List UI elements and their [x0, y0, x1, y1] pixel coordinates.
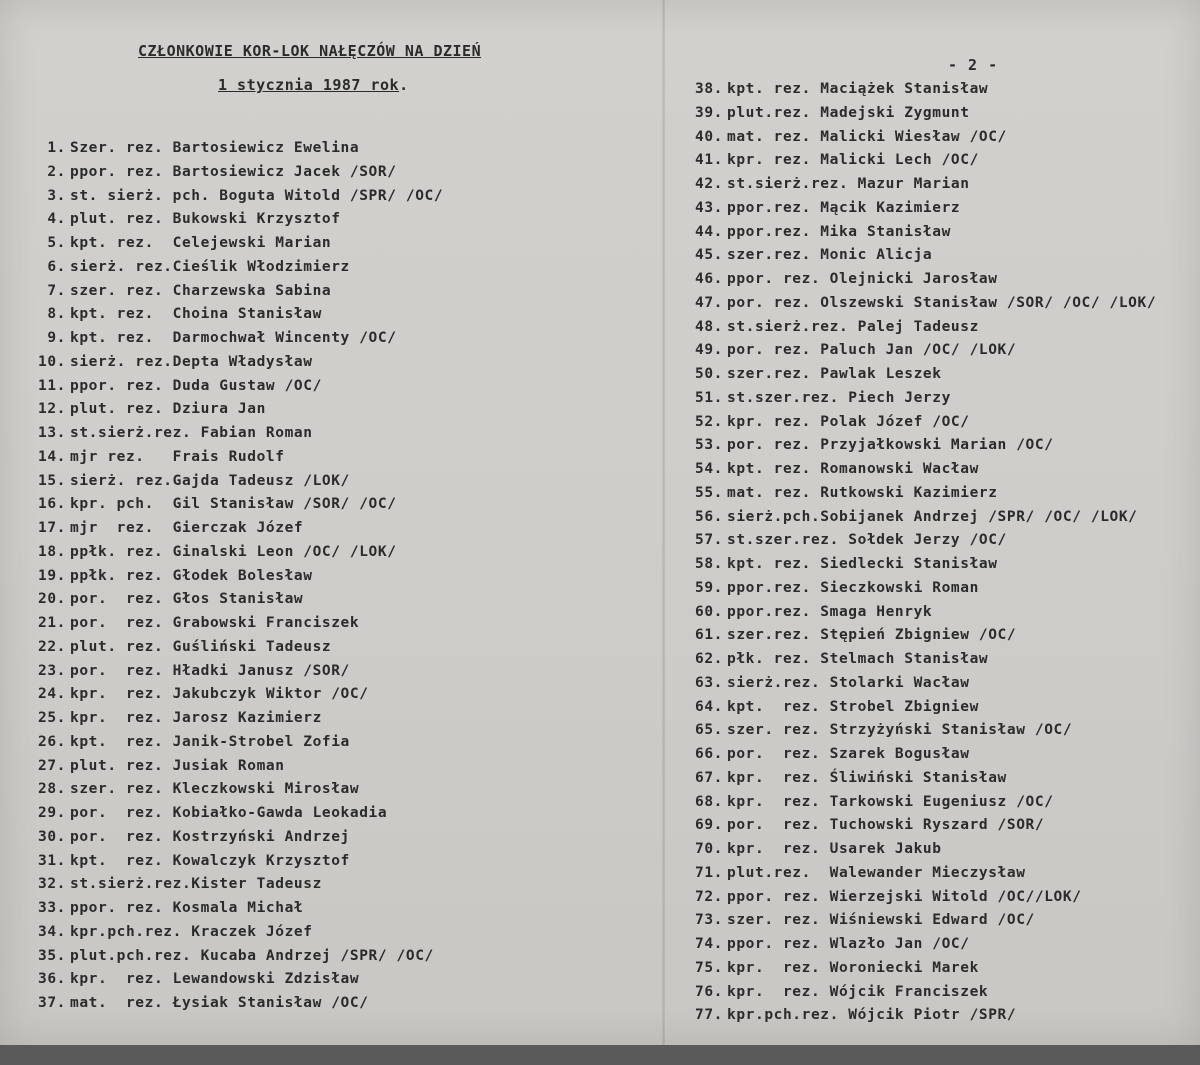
member-number: 9. [47, 330, 66, 346]
member-number: 32. [38, 876, 66, 893]
member-text: por. rez. Tuchowski Ryszard /SOR/ [727, 817, 1045, 834]
member-number: 61. [695, 627, 723, 644]
member-text: kpr. rez. Tarkowski Eugeniusz /OC/ [727, 793, 1054, 810]
member-text: kpt. rez. Janik-Strobel Zofia [70, 733, 350, 750]
member-number: 75. [695, 959, 723, 976]
member-text: szer.rez. Monic Alicja [727, 247, 933, 264]
member-number: 19. [38, 567, 66, 584]
member-entry [685, 316, 1156, 340]
member-entry [28, 185, 443, 209]
members-list-left [28, 137, 443, 1016]
member-text: ppor. rez. Olejnicki Jarosław [727, 271, 998, 287]
member-text: kpr. rez. Polak Józef /OC/ [727, 413, 970, 430]
member-text: kpt. rez. Siedlecki Stanisław [727, 556, 998, 572]
member-text: kpr. pch. Gil Stanisław /SOR/ /OC/ [70, 496, 397, 513]
member-number: 17. [38, 520, 66, 536]
member-entry [685, 363, 1156, 387]
member-number: 63. [695, 674, 723, 691]
member-text: plut. rez. Bukowski Krzysztof [70, 211, 341, 228]
member-number: 26. [38, 733, 66, 750]
member-number: 59. [695, 579, 723, 596]
member-entry [685, 221, 1156, 245]
member-entry [28, 351, 443, 375]
member-number: 48. [695, 318, 723, 335]
member-entry [685, 292, 1156, 316]
member-number: 51. [695, 389, 723, 406]
member-entry [685, 268, 1156, 292]
member-entry [28, 493, 443, 517]
member-entry [685, 601, 1156, 625]
member-entry [28, 398, 443, 422]
member-entry [685, 244, 1156, 268]
member-text: ppor. rez. Duda Gustaw /OC/ [70, 377, 322, 394]
member-number: 6. [47, 258, 66, 275]
member-number: 31. [38, 852, 66, 869]
member-entry [28, 137, 443, 161]
member-number: 7. [47, 282, 66, 299]
member-text: szer. rez. Kleczkowski Mirosław [70, 781, 360, 798]
member-entry [685, 743, 1156, 767]
member-number: 1. [47, 140, 66, 156]
member-entry [28, 422, 443, 446]
member-number: 67. [695, 769, 723, 786]
member-entry [28, 208, 443, 232]
member-entry [685, 672, 1156, 696]
member-number: 46. [695, 271, 723, 287]
member-entry [685, 838, 1156, 862]
member-text: plut.rez. Madejski Zygmunt [727, 104, 970, 121]
member-entry [685, 149, 1156, 173]
member-number: 62. [695, 651, 723, 667]
member-entry [685, 1004, 1156, 1028]
member-text: kpr.pch.rez. Wójcik Piotr /SPR/ [727, 1007, 1017, 1024]
member-entry [28, 731, 443, 755]
member-number: 5. [47, 235, 66, 251]
member-number: 30. [38, 828, 66, 845]
member-number: 54. [695, 461, 723, 477]
member-text: st.sierż.rez. Palej Tadeusz [727, 318, 979, 335]
member-number: 45. [695, 247, 723, 264]
member-number: 74. [695, 936, 723, 952]
member-text: st.sierż.rez. Fabian Roman [70, 425, 313, 441]
member-number: 21. [38, 615, 66, 631]
member-number: 36. [38, 971, 66, 988]
member-number: 12. [38, 401, 66, 418]
member-text: kpr. rez. Jarosz Kazimierz [70, 710, 322, 726]
member-entry [28, 683, 443, 707]
member-number: 8. [47, 306, 66, 323]
member-text: ppor. rez. Wlazło Jan /OC/ [727, 936, 970, 952]
member-entry [28, 517, 443, 541]
member-entry [28, 826, 443, 850]
member-text: ppłk. rez. Ginalski Leon /OC/ /LOK/ [70, 543, 397, 560]
member-text: sierż. rez.Depta Władysław [70, 353, 313, 370]
member-entry [28, 755, 443, 779]
member-number: 56. [695, 508, 723, 525]
member-number: 60. [695, 603, 723, 620]
member-entry [28, 897, 443, 921]
member-number: 53. [695, 437, 723, 454]
member-entry [28, 541, 443, 565]
member-entry [28, 778, 443, 802]
member-number: 39. [695, 104, 723, 121]
member-number: 2. [47, 163, 66, 180]
member-number: 55. [695, 484, 723, 501]
member-entry [685, 78, 1156, 102]
member-number: 23. [38, 662, 66, 679]
member-entry [685, 862, 1156, 886]
member-text: ppor. rez. Bartosiewicz Jacek /SOR/ [70, 163, 397, 180]
member-entry [28, 446, 443, 470]
member-number: 66. [695, 746, 723, 762]
member-number: 64. [695, 698, 723, 715]
member-text: kpt. rez. Maciążek Stanisław [727, 81, 989, 97]
member-text: mjr rez. Frais Rudolf [70, 448, 285, 465]
member-entry [685, 434, 1156, 458]
document-date [218, 76, 409, 94]
member-entry [685, 719, 1156, 743]
member-text: sierż. rez.Gajda Tadeusz /LOK/ [70, 472, 350, 489]
member-text: kpr. rez. Śliwiński Stanisław [727, 769, 1007, 786]
member-number: 4. [47, 211, 66, 228]
member-text: plut. rez. Guśliński Tadeusz [70, 638, 332, 655]
member-text: st.sierż.rez.Kister Tadeusz [70, 876, 322, 893]
member-text: szer. rez. Charzewska Sabina [70, 282, 332, 299]
member-number: 28. [38, 781, 66, 798]
member-text: por. rez. Kobiałko-Gawda Leokadia [70, 805, 388, 821]
member-entry [685, 529, 1156, 553]
member-text: płk. rez. Stelmach Stanisław [727, 651, 989, 667]
member-entry [685, 767, 1156, 791]
member-text: ppłk. rez. Głodek Bolesław [70, 567, 313, 584]
member-number: 47. [695, 294, 723, 311]
member-entry [685, 814, 1156, 838]
member-text: kpr. rez. Malicki Lech /OC/ [727, 152, 979, 169]
member-text: por. rez. Przyjałkowski Marian /OC/ [727, 437, 1054, 454]
member-entry [28, 612, 443, 636]
member-entry [685, 553, 1156, 577]
member-text: st.szer.rez. Piech Jerzy [727, 389, 951, 406]
member-number: 65. [695, 722, 723, 739]
member-entry [28, 161, 443, 185]
member-text: kpr. rez. Lewandowski Zdzisław [70, 971, 360, 988]
member-number: 33. [38, 900, 66, 916]
member-entry [685, 506, 1156, 530]
member-number: 76. [695, 983, 723, 1000]
member-number: 13. [38, 425, 66, 441]
member-text: mat. rez. Łysiak Stanisław /OC/ [70, 995, 369, 1011]
member-number: 20. [38, 591, 66, 608]
member-entry [28, 303, 443, 327]
member-text: szer. rez. Wiśniewski Edward /OC/ [727, 912, 1035, 929]
member-number: 25. [38, 710, 66, 726]
member-text: Szer. rez. Bartosiewicz Ewelina [70, 140, 360, 156]
member-text: ppor.rez. Smaga Henryk [727, 603, 933, 620]
member-entry [685, 624, 1156, 648]
member-text: mat. rez. Rutkowski Kazimierz [727, 484, 998, 501]
member-entry [685, 696, 1156, 720]
member-number: 43. [695, 199, 723, 216]
member-text: kpt. rez. Celejewski Marian [70, 235, 332, 251]
member-number: 42. [695, 176, 723, 192]
member-number: 50. [695, 366, 723, 382]
member-entry [685, 458, 1156, 482]
member-entry [28, 707, 443, 731]
member-number: 11. [38, 377, 66, 394]
member-entry [28, 565, 443, 589]
member-text: plut.rez. Walewander Mieczysław [727, 864, 1026, 881]
member-text: plut. rez. Dziura Jan [70, 401, 266, 418]
member-number: 68. [695, 793, 723, 810]
member-number: 10. [38, 353, 66, 370]
member-text: ppor.rez. Mącik Kazimierz [727, 199, 961, 216]
member-text: ppor.rez. Sieczkowski Roman [727, 579, 979, 596]
member-number: 14. [38, 448, 66, 465]
member-text: kpt. rez. Strobel Zbigniew [727, 698, 979, 715]
member-entry [28, 232, 443, 256]
member-number: 52. [695, 413, 723, 430]
document-date-text: 1 stycznia 1987 rok [218, 76, 400, 94]
member-text: kpt. rez. Darmochwał Wincenty /OC/ [70, 330, 397, 346]
member-entry [28, 660, 443, 684]
member-entry [28, 873, 443, 897]
member-text: kpr.pch.rez. Kraczek Józef [70, 923, 313, 940]
member-entry [685, 909, 1156, 933]
member-entry [685, 411, 1156, 435]
member-text: szer. rez. Strzyżyński Stanisław /OC/ [727, 722, 1073, 739]
member-number: 73. [695, 912, 723, 929]
member-number: 18. [38, 543, 66, 560]
member-number: 77. [695, 1007, 723, 1024]
page-number: - 2 - [948, 56, 999, 74]
member-text: mjr rez. Gierczak Józef [70, 520, 304, 536]
member-number: 71. [695, 864, 723, 881]
member-text: plut. rez. Jusiak Roman [70, 757, 285, 774]
member-text: st.sierż.rez. Mazur Marian [727, 176, 970, 192]
member-entry [685, 126, 1156, 150]
member-number: 44. [695, 223, 723, 240]
member-entry [28, 802, 443, 826]
member-text: kpt. rez. Kowalczyk Krzysztof [70, 852, 350, 869]
member-entry [28, 375, 443, 399]
member-text: kpr. rez. Jakubczyk Wiktor /OC/ [70, 686, 369, 703]
member-entry [28, 921, 443, 945]
members-list-right [685, 78, 1156, 1028]
document-date-suffix: . [399, 76, 409, 94]
member-entry [685, 197, 1156, 221]
member-entry [685, 933, 1156, 957]
member-text: st. sierż. pch. Boguta Witold /SPR/ /OC/ [70, 187, 444, 204]
page-fold [662, 0, 666, 1045]
member-entry [28, 588, 443, 612]
member-number: 27. [38, 757, 66, 774]
member-entry [685, 886, 1156, 910]
member-number: 70. [695, 841, 723, 857]
member-number: 24. [38, 686, 66, 703]
member-text: ppor. rez. Kosmala Michał [70, 900, 304, 916]
member-text: sierż.pch.Sobijanek Andrzej /SPR/ /OC/ /LOK/ [727, 508, 1138, 525]
member-text: szer.rez. Pawlak Leszek [727, 366, 942, 382]
member-number: 16. [38, 496, 66, 513]
member-entry [28, 280, 443, 304]
member-entry [685, 981, 1156, 1005]
member-entry [685, 791, 1156, 815]
member-text: por. rez. Hładki Janusz /SOR/ [70, 662, 350, 679]
member-text: por. rez. Grabowski Franciszek [70, 615, 360, 631]
member-entry [28, 992, 443, 1016]
member-entry [28, 850, 443, 874]
document-title: CZŁONKOWIE KOR-LOK NAŁĘCZÓW NA DZIEŃ [138, 42, 482, 60]
member-text: kpr. rez. Usarek Jakub [727, 841, 942, 857]
member-number: 72. [695, 888, 723, 905]
member-entry [685, 102, 1156, 126]
member-text: ppor. rez. Wierzejski Witold /OC//LOK/ [727, 888, 1082, 905]
member-text: por. rez. Kostrzyński Andrzej [70, 828, 350, 845]
member-text: por. rez. Szarek Bogusław [727, 746, 970, 762]
member-number: 34. [38, 923, 66, 940]
member-text: szer.rez. Stępień Zbigniew /OC/ [727, 627, 1017, 644]
member-number: 41. [695, 152, 723, 169]
member-number: 49. [695, 342, 723, 359]
member-number: 3. [47, 187, 66, 204]
member-number: 15. [38, 472, 66, 489]
member-number: 58. [695, 556, 723, 572]
member-number: 35. [38, 947, 66, 964]
member-number: 38. [695, 81, 723, 97]
member-number: 22. [38, 638, 66, 655]
member-text: plut.pch.rez. Kucaba Andrzej /SPR/ /OC/ [70, 947, 434, 964]
member-text: ppor.rez. Mika Stanisław [727, 223, 951, 240]
member-text: kpt. rez. Romanowski Wacław [727, 461, 979, 477]
member-text: st.szer.rez. Sołdek Jerzy /OC/ [727, 532, 1007, 549]
member-text: por. rez. Olszewski Stanisław /SOR/ /OC/ /LOK/ [727, 294, 1157, 311]
member-entry [685, 173, 1156, 197]
member-text: kpt. rez. Choina Stanisław [70, 306, 322, 323]
member-text: sierż. rez.Cieślik Włodzimierz [70, 258, 350, 275]
member-number: 69. [695, 817, 723, 834]
member-entry [685, 957, 1156, 981]
member-number: 57. [695, 532, 723, 549]
member-entry [685, 387, 1156, 411]
member-entry [28, 945, 443, 969]
member-number: 29. [38, 805, 66, 821]
member-text: sierż.rez. Stolarki Wacław [727, 674, 970, 691]
member-text: por. rez. Paluch Jan /OC/ /LOK/ [727, 342, 1017, 359]
member-text: mat. rez. Malicki Wiesław /OC/ [727, 128, 1007, 145]
member-number: 40. [695, 128, 723, 145]
member-text: por. rez. Głos Stanisław [70, 591, 304, 608]
member-number: 37. [38, 995, 66, 1011]
member-entry [28, 968, 443, 992]
member-entry [685, 339, 1156, 363]
member-entry [28, 636, 443, 660]
member-text: kpr. rez. Wójcik Franciszek [727, 983, 989, 1000]
member-entry [685, 577, 1156, 601]
member-entry [685, 482, 1156, 506]
member-entry [28, 470, 443, 494]
member-entry [28, 256, 443, 280]
member-entry [28, 327, 443, 351]
member-text: kpr. rez. Woroniecki Marek [727, 959, 979, 976]
member-entry [685, 648, 1156, 672]
